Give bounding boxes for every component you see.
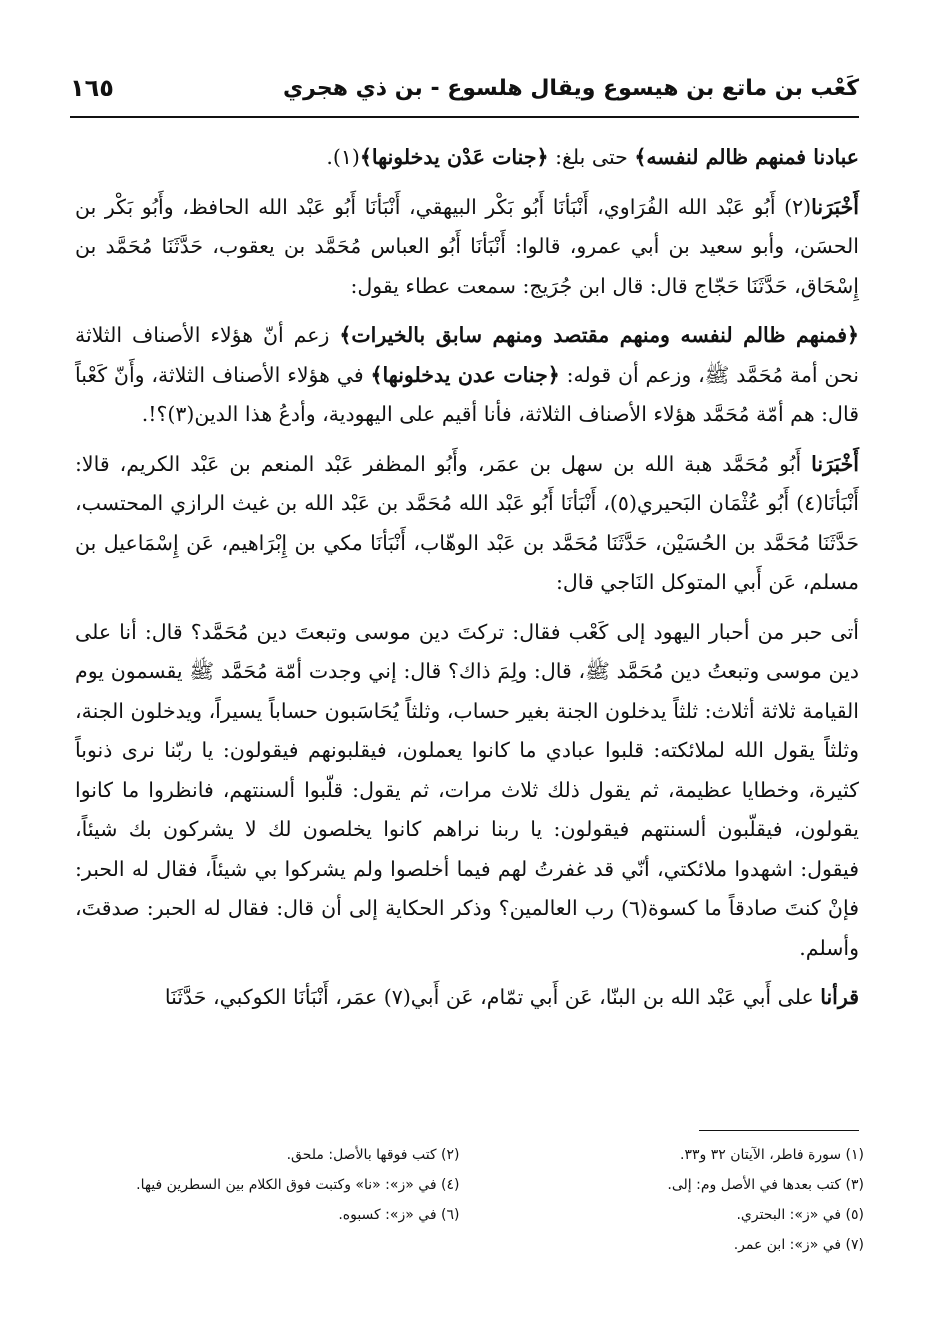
text-run: أتى حبر من أحبار اليهود إلى كَعْب فقال: تركتَ دين موسى وتبعتَ دين مُحَمَّد؟ قال: أنا على دين موسى وتبعتُ دين مُحَمَّد ﷺ، قال: ولِمَ ذاك؟ قال: إني وجدت أمّة مُحَمَّد ﷺ يقسمون يوم القيامة ثلاثة أثلاث: ثلثاً يدخلون الجنة بغير حساب، وثلثاً يُحَاسَبون حساباً يسيراً، ويدخلون الجنة، وثلثاً يقول الله لملائكته: قلبوا عبادي ما كانوا يعملون، فيقلبونهم فيقولون: يا ربّنا نرى ذنوباً كثيرة، وخطايا عظيمة، ثم يقول ذلك ثلاث مرات، ثم يقول: قلّبوا ألسنتهم، فانظروا ما كانوا يقولون، فيقلّبون ألسنتهم فيقولون: يا ربنا نراهم كانوا يخلصون لك لا يشركون بك شيئاً، فيقول: اشهدوا ملائكتي، أنّي قد غفرتُ لهم فيما أخلصوا ولم يشركوا بي شيئاً، فقال له الحبر: فإنْ كنتَ صادقاً ما كسوة(٦) رب العالمين؟ وذكر الحكاية إلى أن قال: فقال له الحبر: صدقتَ، وأسلم.	[75, 619, 859, 960]
paragraph	[75, 978, 859, 1018]
footnote: (٥) في «ز»: البحتري.	[736, 1207, 864, 1223]
footnotes	[95, 1142, 864, 1258]
text-run: (١).	[326, 145, 360, 169]
footnote: (٣) كتب بعدها في الأصل وم: إلى.	[667, 1177, 864, 1193]
bold-text: قرأنا	[820, 985, 859, 1009]
text-run: زعم أنّ هؤلاء الأصناف الثلاثة نحن أمة مُحَمَّد ﷺ، وزعم أن قوله:	[75, 323, 859, 387]
footnote: (٤) في «ز»: «نا» وكتبت فوق الكلام بين السطرين فيها.	[136, 1177, 460, 1193]
page-number: ١٦٥	[70, 74, 114, 102]
footnote: (٦) في «ز»: كسبوه.	[338, 1207, 460, 1223]
bold-text: أَخْبَرَنا	[811, 451, 859, 476]
paragraph	[75, 316, 859, 435]
footnote-divider	[699, 1130, 859, 1131]
main-text	[75, 138, 859, 1028]
paragraph	[75, 613, 859, 969]
text-run: على أَبي عَبْد الله بن البنّا، عَن أَبي تمّام، عَن أَبي(٧) عمَر، أَنْبَأنَا الكوكبي، حَدَّثَنَا	[164, 985, 821, 1009]
page-header	[70, 60, 859, 118]
paragraph	[75, 138, 859, 178]
text-run: (٢) أَبُو عَبْد الله الفُرَاوي، أَنْبَأنَا أَبُو بَكْر البيهقي، أَنْبَأنَا أَبُو عَبْد الله الحافظ، وأَبُو بَكْر بن الحسَن، وأبو سعيد بن أبي عمرو، قالوا: أَنْبَأنَا أَبُو العباس مُحَمَّد بن يعقوب، حَدَّثَنَا مُحَمَّد بن إِسْحَاق، حَدَّثَنَا حَجّاج قال: قال ابن جُرَيج: سمعت عطاء يقول:	[75, 194, 859, 298]
paragraph	[75, 188, 859, 307]
footnote: (١) سورة فاطر، الآيتان ٣٢ و٣٣.	[680, 1147, 864, 1163]
footnote: (٧) في «ز»: ابن عمر.	[733, 1237, 864, 1253]
bold-text: عبادنا فمنهم ظالم لنفسه﴾	[634, 145, 859, 169]
text-run: أَبُو مُحَمَّد هبة الله بن سهل بن عمَر، وأَبُو المظفر عَبْد المنعم بن عَبْد الكريم، قالا: أَنْبَأنَا(٤) أَبُو عُثْمَان البَحيري(٥)، أَنْبَأنَا أَبُو عَبْد الله مُحَمَّد بن عَبْد الله بن غيث الرازي المحتسب، حَدَّثَنَا مُحَمَّد بن الحُسَيْن، حَدَّثَنَا مُحَمَّد بن عَبْد الوهّاب، أَنْبَأنَا مكي بن إِبْرَاهيم، عَن إِسْمَاعيل بن مسلم، عَن أَبي المتوكل النَاجي قال:	[75, 451, 859, 594]
paragraph	[75, 445, 859, 603]
text-run: في هؤلاء الأصناف الثلاثة، وأَنّ كَعْباً قال: هم أمّة مُحَمَّد هؤلاء الأصناف الثلاثة، فأنا أقيم على اليهودية، وأدعُ هذا الدين(٣)؟!.	[75, 362, 859, 426]
footnote: (٢) كتب فوقها بالأصل: ملحق.	[286, 1147, 460, 1163]
bold-text: ﴿جنات عَدْن يدخلونها﴾	[359, 145, 549, 169]
bold-text: ﴿فمنهم ظالم لنفسه ومنهم مقتصد ومنهم سابق بالخيرات﴾	[339, 323, 860, 347]
running-title: كَعْب بن ماتع بن هيسوع ويقال هلسوع - بن ذي هجري	[283, 75, 859, 101]
bold-text: أَخْبَرَنا	[811, 194, 859, 219]
bold-text: ﴿جنات عدن يدخلونها﴾	[370, 362, 560, 387]
text-run: حتى بلغ:	[548, 145, 635, 169]
